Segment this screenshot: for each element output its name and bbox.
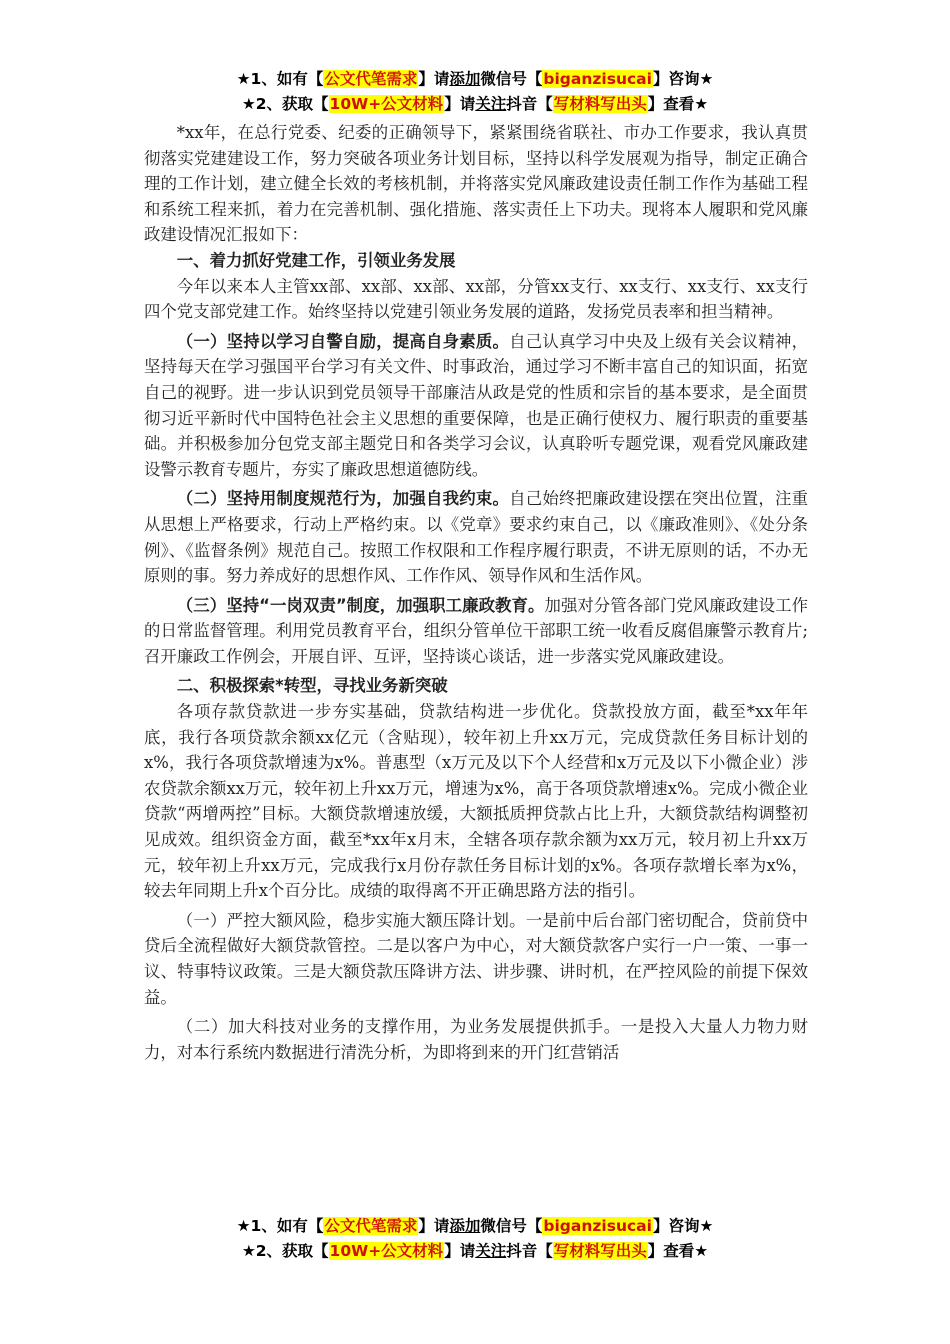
intro-paragraph: *xx年，在总行党委、纪委的正确领导下，紧紧围绕省联社、市办工作要求，我认真贯彻落实党建建设工作，努力突破各项业务计划目标，坚持以科学发展观为指导，制定正确合理的工作计划，建立健全长效的考核机制，并将落实党风廉政建设责任制工作作为基础工程和系统工程来抓，着力在完善机制、强化措施、落实责任上下功夫。现将本人履职和党风廉政建设情况汇报如下： [144, 123, 808, 245]
subsection-body: 自己始终把廉政建设摆在突出位置，注重从思想上严格要求，行动上严格约束。以《党章》要求约束自己，以《廉政准则》、《处分条例》、《监督条例》规范自己。按照工作权限和工作程序履行职责，不讲无原则的话，不办无原则的事。努力养成好的思想作风、工作作风、领导作风和生活作风。 [144, 489, 809, 586]
promo-line-2: ★2、获取【10W+公文材料】请关注抖音【写材料写出头】查看★ [241, 1242, 709, 1260]
subsection-3 [144, 593, 808, 670]
subsection-body: 加强对分管各部门党风廉政建设工作的日常监督管理。利用党员教育平台，组织分管单位干部职工统一收看反腐倡廉警示教育片;召开廉政工作例会，开展自评、互评，坚持谈心谈话，进一步落实党风廉政建设。 [144, 595, 808, 666]
star-icon: ★ [241, 1242, 256, 1260]
subsection-title: （三）坚持“一岗双责”制度，加强职工廉政教育。 [176, 595, 545, 615]
section-heading-1: 一、着力抓好党建工作，引领业务发展 [176, 250, 456, 270]
star-icon: ★ [236, 70, 251, 88]
paragraph: （一）严控大额风险，稳步实施大额压降计划。一是前中后台部门密切配合，贷前贷中贷后全流程做好大额贷款管控。二是以客户为中心，对大额贷款客户实行一户一策、一事一议、特事特议政策。三是大额贷款压降讲方法、讲步骤、讲时机，在严控风险的前提下保效益。 [144, 910, 808, 1007]
paragraph: （二）加大科技对业务的支撑作用，为业务发展提供抓手。一是投入大量人力物力财力，对本行系统内数据进行清洗分析，为即将到来的开门红营销活 [144, 1017, 808, 1062]
paragraph: 各项存款贷款进一步夯实基础，贷款结构进一步优化。贷款投放方面，截至*xx年年底，我行各项贷款余额xx亿元（含贴现），较年初上升xx万元，完成贷款任务目标计划的x%，我行各项贷款增速为x%。普惠型（x万元及以下个人经营和x万元及以下小微企业）涉农贷款余额xx万元，较年初上升xx万元，增速为x%，高于各项贷款增速x%。完成小微企业贷款“两增两控”目标。大额贷款增速放缓，大额抵质押贷款占比上升，大额贷款结构调整初见成效。组织资金方面，截至*xx年x月末，全辖各项存款余额为xx万元，较月初上升xx万元，较年初上升xx万元，完成我行x月份存款任务目标计划的x%。各项存款增长率为x%，较去年同期上升x个百分比。成绩的取得离不开正确思路方法的指引。 [144, 702, 808, 901]
subsection-1 [144, 329, 808, 483]
subsection-body: 自己认真学习中央及上级有关会议精神，坚持每天在学习强国平台学习有关文件、时事政治，通过学习不断丰富自己的知识面，拓宽自己的视野。进一步认识到党员领导干部廉洁从政是党的性质和宗旨的基本要求，是全面贯彻习近平新时代中国特色社会主义思想的重要保障，也是正确行使权力、履行职责的重要基础。并积极参加分包党支部主题党日和各类学习会议，认真聆听专题党课，观看党风廉政建设警示教育专题片，夯实了廉政思想道德防线。 [144, 331, 809, 479]
subsection-title: （一）坚持以学习自警自励，提高自身素质。 [176, 331, 510, 351]
star-icon: ★ [236, 1217, 251, 1235]
highlight-service: 公文代笔需求 [324, 70, 418, 88]
promo-line-1: ★1、如有【公文代笔需求】请添加微信号【biganzisucai】咨询★ [236, 70, 714, 88]
section-heading-2: 二、积极探索*转型，寻找业务新突破 [176, 676, 448, 696]
highlight-service: 公文代笔需求 [324, 1217, 418, 1235]
promo-line-2: ★2、获取【10W+公文材料】请关注抖音【写材料写出头】查看★ [241, 95, 709, 113]
document-body [144, 120, 808, 1065]
highlight-wechat-id: biganzisucai [543, 1217, 652, 1235]
paragraph: 今年以来本人主管xx部、xx部、xx部、xx部，分管xx支行、xx支行、xx支行、xx支行四个党支部党建工作。始终坚持以党建引领业务发展的道路，发扬党员表率和担当精神。 [144, 276, 808, 322]
highlight-materials: 10W+公文材料 [329, 1242, 444, 1260]
highlight-douyin-account: 写材料写出头 [553, 1242, 647, 1260]
promo-line-1: ★1、如有【公文代笔需求】请添加微信号【biganzisucai】咨询★ [236, 1217, 714, 1235]
subsection-2 [144, 486, 808, 588]
star-icon: ★ [241, 95, 256, 113]
promo-banner-top [0, 67, 950, 117]
highlight-materials: 10W+公文材料 [329, 95, 444, 113]
subsection-title: （二）坚持用制度规范行为，加强自我约束。 [176, 489, 510, 509]
highlight-wechat-id: biganzisucai [543, 70, 652, 88]
highlight-douyin-account: 写材料写出头 [553, 95, 647, 113]
promo-banner-bottom [0, 1214, 950, 1264]
